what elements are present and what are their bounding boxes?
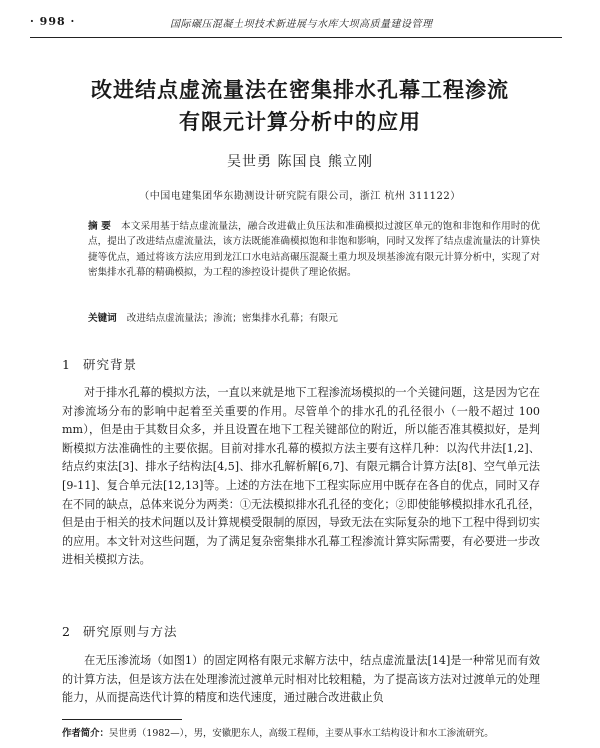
running-title: 国际碾压混凝土坝技术新进展与水库大坝高质量建设管理: [170, 19, 433, 30]
abstract-label: 摘 要: [88, 221, 111, 232]
paper-title-line2: 有限元计算分析中的应用: [179, 110, 421, 134]
page-number: · 998 ·: [30, 15, 76, 28]
paragraph-text: 在无压渗流场（如图1）的固定网格有限元求解方法中，结点虚流量法[14]是一种常见而有效的计算方法，但是该方法在处理渗流过渡单元时相对比较粗糙，为了提高该方法对过渡单元的处理能力，从而提高迭代计算的精度和迭代速度，通过融合改进截止负: [62, 654, 540, 705]
page-header: [0, 6, 600, 32]
author-footnote: [62, 725, 560, 739]
authors: 吴世勇 陈国良 熊立刚: [227, 154, 373, 170]
abstract: [88, 219, 540, 280]
abstract-text: 本文采用基于结点虚流量法，融合改进截止负压法和准确模拟过渡区单元的饱和非饱和作用时的优点，提出了改进结点虚流量法，该方法既能准确模拟饱和非饱和影响，同时又发挥了结点虚流量法的计算快捷等优点，通过将该方法应用到龙江口水电站高碾压混凝土重力坝及坝基渗流有限元计算分析中，实现了对密集排水孔幕的精确模拟，为工程的渗控设计提供了理论依据。: [88, 221, 541, 278]
footnote-rule: [62, 719, 182, 720]
section-number: 1: [62, 357, 71, 372]
keywords-label: 关键词: [88, 313, 117, 324]
section-heading-2: [62, 622, 177, 640]
section-title: 研究原则与方法: [82, 624, 178, 639]
section1-paragraph: [62, 384, 540, 570]
header-rule: [30, 37, 562, 38]
keywords: [88, 311, 540, 326]
footnote-text: 吴世勇（1982—），男，安徽肥东人，高级工程师，主要从事水工结构设计和水工渗流研究。: [108, 728, 494, 739]
paper-title-line1: 改进结点虚流量法在密集排水孔幕工程渗流: [91, 78, 509, 102]
section2-paragraph: [62, 652, 540, 708]
paragraph-text: 对于排水孔幕的模拟方法，一直以来就是地下工程渗流场模拟的一个关键问题，这是因为它在对渗流场分布的影响中起着至关重要的作用。尽管单个的排水孔的孔径很小（一般不超过 100 mm），但是由于其数目众多，并且设置在地下工程关键部位的附近，所以能否准其模拟好，是判断模拟方法准确性的主要依据。目前对排水孔幕的模拟方法主要有这样几种：以沟代井法[1,2]、结点约束法[3]、排水子结构法[4,5]、排水孔解析解[6,7]、有限元耦合计算方法[8]、空气单元法[9-11]、复合单元法[12,13]等。上述的方法在地下工程实际应用中既存在各自的优点，同时又存在不同的缺点，总体来说分为两类：①无法模拟排水孔孔径的变化；②即使能够模拟排水孔孔径，但是由于相关的技术问题以及计算规模受限制的原因，导致无法在实际复杂的地下工程中得到切实的应用。本文针对这些问题，为了满足复杂密集排水孔幕工程渗流计算实际需要，有必要进一步改进相关模拟方法。: [62, 386, 540, 567]
keywords-text: 改进结点虚流量法；渗流；密集排水孔幕；有限元: [126, 313, 338, 324]
footnote-label: 作者简介：: [62, 728, 109, 739]
section-number: 2: [62, 624, 71, 639]
affiliation: （中国电建集团华东勘测设计研究院有限公司，浙江 杭州 311122）: [139, 191, 461, 202]
section-title: 研究背景: [82, 357, 137, 372]
section-heading-1: [62, 355, 137, 373]
